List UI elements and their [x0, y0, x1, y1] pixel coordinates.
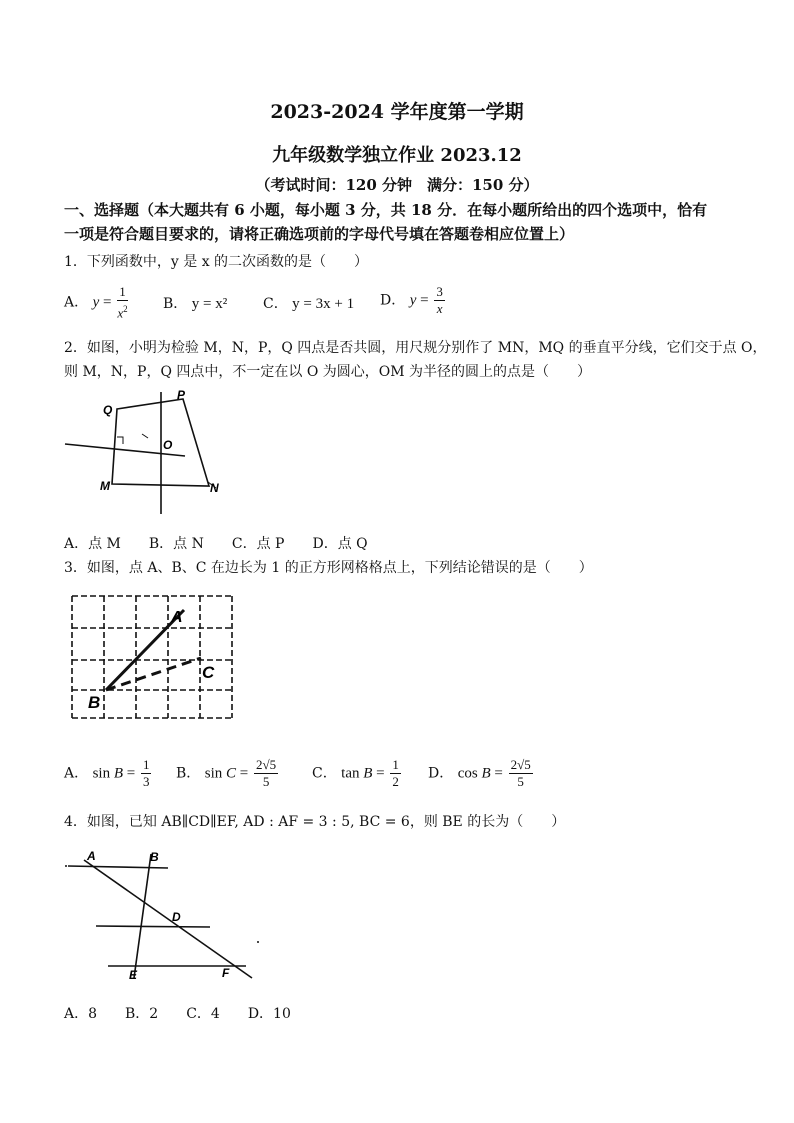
q1-option-c-expr: y = 3x + 1 [292, 296, 355, 312]
q3-label-b: B [88, 693, 101, 712]
q4-label-f: F [222, 966, 230, 980]
q3-option-d: D． cos B = $\frac{2√5}{5}$ [428, 757, 531, 789]
q2-label-q: Q [103, 403, 113, 417]
q2-figure [60, 382, 230, 522]
q1-option-a: A． y = $\frac{1}{x^2}$ [64, 284, 128, 321]
q3-option-d-label: D． [428, 765, 454, 782]
q3-grid-figure [66, 590, 236, 722]
section-heading-line1: 一、选择题（本大题共有 6 小题，每小题 3 分，共 18 分．在每小题所给出的四个选项中，恰有 [64, 201, 708, 219]
q1-option-c [263, 293, 354, 313]
q1-stem: 1．下列函数中，y 是 x 的二次函数的是（ ） [64, 254, 369, 270]
q2-stem-line2: 则 M，N，P，Q 四点中，不一定在以 O 为圆心，OM 为半径的圆上的点是（ ） [64, 364, 592, 380]
q1-option-b-label: B． [163, 296, 188, 312]
q4-transversal-be [134, 854, 151, 978]
q3-label-c: C [202, 663, 215, 682]
page-subtitle: 九年级数学独立作业 2023.12 [272, 145, 522, 166]
q4-label-d: D [172, 910, 181, 924]
q3-stem: 3．如图，点 A、B、C 在边长为 1 的正方形网格格点上，下列结论错误的是（ ） [64, 560, 593, 576]
q4-line-ab [68, 866, 168, 868]
q3-option-a-label: A． [64, 765, 89, 782]
q4-options: A．8 B．2 C．4 D．10 [64, 1006, 291, 1022]
q2-stem-line1: 2．如图，小明为检验 M，N，P，Q 四点是否共圆，用尺规分别作了 MN，MQ 的垂直平分线，它们交于点 O， [64, 340, 767, 356]
q3-label-a: A [171, 609, 183, 626]
section-heading-line2: 一项是符合题目要求的，请将正确选项前的字母代号填在答题卷相应位置上） [64, 225, 575, 243]
q2-label-o: O [163, 438, 173, 452]
q2-label-p: P [177, 388, 186, 402]
q3-option-b: B． sin C = $\frac{2√5}{5}$ [176, 757, 277, 789]
q1-option-d: D． y = $\frac{3}{x}$ [380, 284, 443, 316]
q4-figure [60, 842, 270, 987]
q4-label-e: E [129, 968, 138, 982]
q2-label-m: M [100, 479, 110, 493]
q4-label-a: A [87, 849, 96, 863]
q4-stem: 4．如图，已知 AB∥CD∥EF, AD : AF = 3 : 5, BC = 6，则 BE 的长为（ ） [64, 814, 566, 830]
q4-transversal-af [84, 860, 252, 978]
q1-option-b [163, 293, 227, 313]
page-title: 2023-2024 学年度第一学期 [270, 101, 524, 123]
q1-option-b-expr: y = x² [191, 296, 228, 312]
exam-info: （考试时间：120 分钟 满分：150 分） [255, 176, 539, 194]
q3-option-c-label: C． [312, 765, 337, 782]
q1-option-a-label: A． [64, 294, 89, 311]
q4-line-cd [96, 926, 210, 927]
q1-option-c-label: C． [263, 296, 288, 312]
q1-option-d-label: D． [380, 292, 406, 309]
q3-option-c: C． tan B = $\frac{1}{2}$ [312, 757, 399, 789]
q2-options: A．点 M B．点 N C．点 P D．点 Q [64, 536, 368, 552]
q3-option-b-label: B． [176, 765, 201, 782]
q3-option-a: A． sin B = $\frac{1}{3}$ [64, 757, 150, 789]
q4-label-b: B [150, 850, 159, 864]
q2-label-n: N [210, 481, 219, 495]
